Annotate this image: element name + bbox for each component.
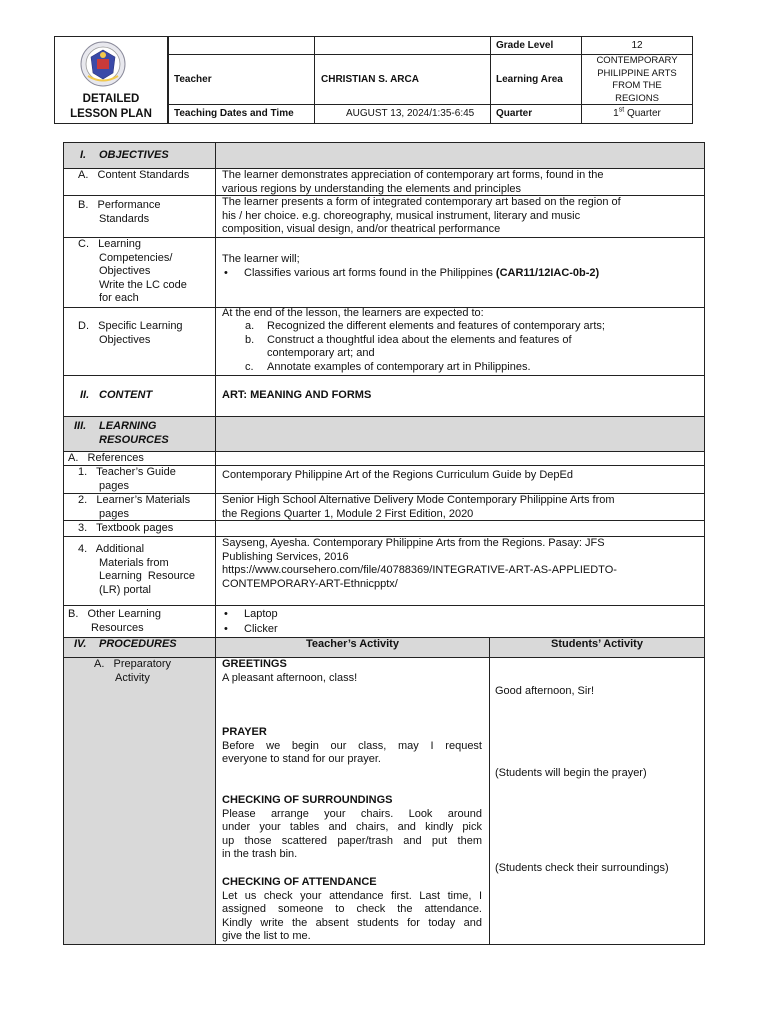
- specific-label-line: D. Specific Learning: [78, 320, 183, 332]
- specific-item-line: Annotate examples of contemporary art in Philippines.: [267, 360, 531, 373]
- greetings-student: Good afternoon, Sir!: [495, 685, 595, 697]
- competencies-label-line: Objectives: [99, 265, 151, 278]
- teacher-value: CHRISTIAN S. ARCA: [321, 74, 419, 85]
- attendance-text-line: assigned someone to check the attendance.: [222, 903, 482, 916]
- quarter-value: [581, 107, 693, 121]
- resources-title-line: LEARNING: [99, 420, 157, 432]
- competencies-label-line: Write the LC code: [99, 278, 187, 291]
- quarter-label: Quarter: [496, 108, 533, 119]
- additional-link[interactable]: CONTEMPORARY-ART-Ethnicpptx/: [222, 577, 398, 590]
- attendance-title: CHECKING OF ATTENDANCE: [222, 876, 377, 888]
- competencies-item: [244, 267, 599, 281]
- objectives-title: OBJECTIVES: [99, 149, 169, 161]
- procedures-title: PROCEDURES: [99, 638, 177, 650]
- quarter-suffix: st: [618, 106, 625, 114]
- lm-value-line: the Regions Quarter 1, Module 2 First Edition, 2020: [222, 507, 474, 520]
- header-empty-cell-2: [314, 36, 491, 55]
- specific-item-line: Construct a thoughtful idea about the elements and features of: [267, 333, 572, 346]
- competencies-label-line: for each: [99, 292, 139, 305]
- performance-line: The learner presents a form of integrated contemporary art based on the region of: [222, 196, 621, 208]
- teacher-col-title: Teacher’s Activity: [306, 638, 399, 650]
- attendance-text-line: Let us check your attendance first. Last time, I: [222, 889, 482, 902]
- additional-label-line: 4. Additional: [78, 543, 145, 555]
- tg-label-line: 1. Teacher’s Guide: [78, 466, 176, 478]
- competencies-label-line: Competencies/: [99, 251, 173, 264]
- specific-intro: At the end of the lesson, the learners are expected to:: [222, 306, 484, 319]
- content-value: ART: MEANING AND FORMS: [222, 389, 372, 401]
- students-col-title: Students’ Activity: [551, 638, 643, 650]
- grade-level-label: Grade Level: [496, 40, 554, 51]
- other-item: • Laptop: [244, 608, 278, 622]
- prayer-text-line: everyone to stand for our prayer.: [222, 753, 381, 766]
- additional-label-line: Materials from: [99, 556, 169, 569]
- surroundings-text-line: up those scattered paper/trash and put them: [222, 834, 482, 847]
- tg-value: Contemporary Philippine Art of the Regions Curriculum Guide by DepEd: [222, 469, 573, 481]
- deped-seal-icon: [80, 41, 126, 87]
- learning-area-value-line: PHILIPPINE ARTS: [597, 67, 677, 79]
- competencies-code: (CAR11/12IAC-0b-2): [495, 267, 600, 279]
- teacher-label: Teacher: [174, 74, 212, 85]
- additional-label-line: (LR) portal: [99, 583, 151, 596]
- prep-label-line: A. Preparatory: [94, 658, 172, 670]
- other-item: • Clicker: [244, 623, 278, 637]
- additional-value-line: Sayseng, Ayesha. Contemporary Philippine Arts from the Regions. Pasay: JFS: [222, 537, 605, 549]
- doc-title-line2: LESSON PLAN: [70, 108, 152, 120]
- performance-line: composition, visual design, and/or theatrical performance: [222, 223, 501, 236]
- resources-header-right: [215, 416, 705, 452]
- additional-label-line: Learning Resource: [99, 570, 196, 583]
- specific-label-line: Objectives: [99, 333, 151, 346]
- content-num: II.: [80, 389, 90, 401]
- competencies-intro: The learner will;: [222, 253, 300, 265]
- performance-label-line: B. Performance: [78, 199, 161, 211]
- prayer-text-line: Before we begin our class, may I request: [222, 739, 482, 752]
- content-std-line: The learner demonstrates appreciation of contemporary art forms, found in the: [222, 169, 604, 181]
- prayer-student: (Students will begin the prayer): [495, 767, 647, 779]
- specific-item-mark: c.: [245, 360, 254, 373]
- specific-item-line: Recognized the different elements and features of contemporary arts;: [267, 320, 605, 332]
- surroundings-text-line: under your tables and chairs, and kindly pick: [222, 821, 482, 834]
- content-title: CONTENT: [99, 389, 153, 401]
- learning-area-label: Learning Area: [496, 74, 563, 85]
- prep-label-cell: [63, 657, 216, 945]
- greetings-text: A pleasant afternoon, class!: [222, 671, 358, 684]
- prep-label-line: Activity: [115, 671, 150, 684]
- performance-label-line: Standards: [99, 212, 150, 225]
- resources-title-line: RESOURCES: [99, 433, 169, 446]
- dates-label: Teaching Dates and Time: [174, 108, 294, 119]
- resources-num: III.: [74, 420, 87, 432]
- doc-title-line1: DETAILED: [82, 93, 140, 105]
- prayer-title: PRAYER: [222, 726, 267, 738]
- lm-label-line: pages: [99, 507, 129, 520]
- content-std-line: various regions by understanding the elements and principles: [222, 182, 522, 195]
- tg-label-line: pages: [99, 479, 129, 492]
- specific-item-line: contemporary art; and: [267, 347, 375, 360]
- references-value-cell: [215, 451, 705, 466]
- learning-area-value-line: FROM THE: [612, 80, 662, 91]
- competencies-label-line: C. Learning: [78, 238, 141, 250]
- header-empty-cell-1: [168, 36, 315, 55]
- objectives-header-right: [215, 142, 705, 169]
- students-activity-cell: [489, 657, 705, 945]
- objectives-num: I.: [80, 149, 87, 161]
- surroundings-title: CHECKING OF SURROUNDINGS: [222, 794, 393, 806]
- attendance-text-line: give the list to me.: [222, 930, 311, 943]
- surroundings-text-line: in the trash bin.: [222, 848, 298, 861]
- grade-level-value: 12: [631, 40, 643, 51]
- tb-label: 3. Textbook pages: [78, 522, 174, 534]
- tb-value-cell: [215, 520, 705, 537]
- other-label-line: Resources: [91, 621, 144, 634]
- procedures-num: IV.: [74, 638, 87, 650]
- competencies-item-text: Classifies various art forms found in the Philippines: [244, 267, 496, 279]
- additional-value-line: Publishing Services, 2016: [222, 550, 349, 563]
- surroundings-text-line: Please arrange your chairs. Look around: [222, 807, 482, 820]
- greetings-title: GREETINGS: [222, 658, 287, 670]
- attendance-text-line: Kindly write the absent students for today and: [222, 916, 482, 929]
- quarter-number: 1: [613, 108, 619, 119]
- lm-label-line: 2. Learner’s Materials: [78, 494, 191, 506]
- specific-item-mark: b.: [245, 333, 255, 346]
- performance-line: his / her choice. e.g. choreography, musical instrument, literary and music: [222, 209, 581, 222]
- other-label-line: B. Other Learning: [68, 608, 161, 620]
- learning-area-value-line: REGIONS: [615, 92, 659, 104]
- lm-value-line: Senior High School Alternative Delivery Mode Contemporary Philippine Arts from: [222, 494, 615, 506]
- other-value-cell: [215, 605, 705, 638]
- quarter-word: Quarter: [626, 108, 661, 119]
- learning-area-value-line: CONTEMPORARY: [596, 55, 678, 66]
- content-std-label: A. Content Standards: [78, 169, 190, 181]
- dates-value: AUGUST 13, 2024/1:35-6:45: [346, 108, 475, 119]
- additional-link[interactable]: https://www.coursehero.com/file/40788369/INTEGRATIVE-ART-AS-APPLIEDTO-: [222, 564, 617, 577]
- specific-item-mark: a.: [245, 320, 255, 332]
- surroundings-student: (Students check their surroundings): [495, 862, 669, 874]
- references-label: A. References: [68, 452, 144, 464]
